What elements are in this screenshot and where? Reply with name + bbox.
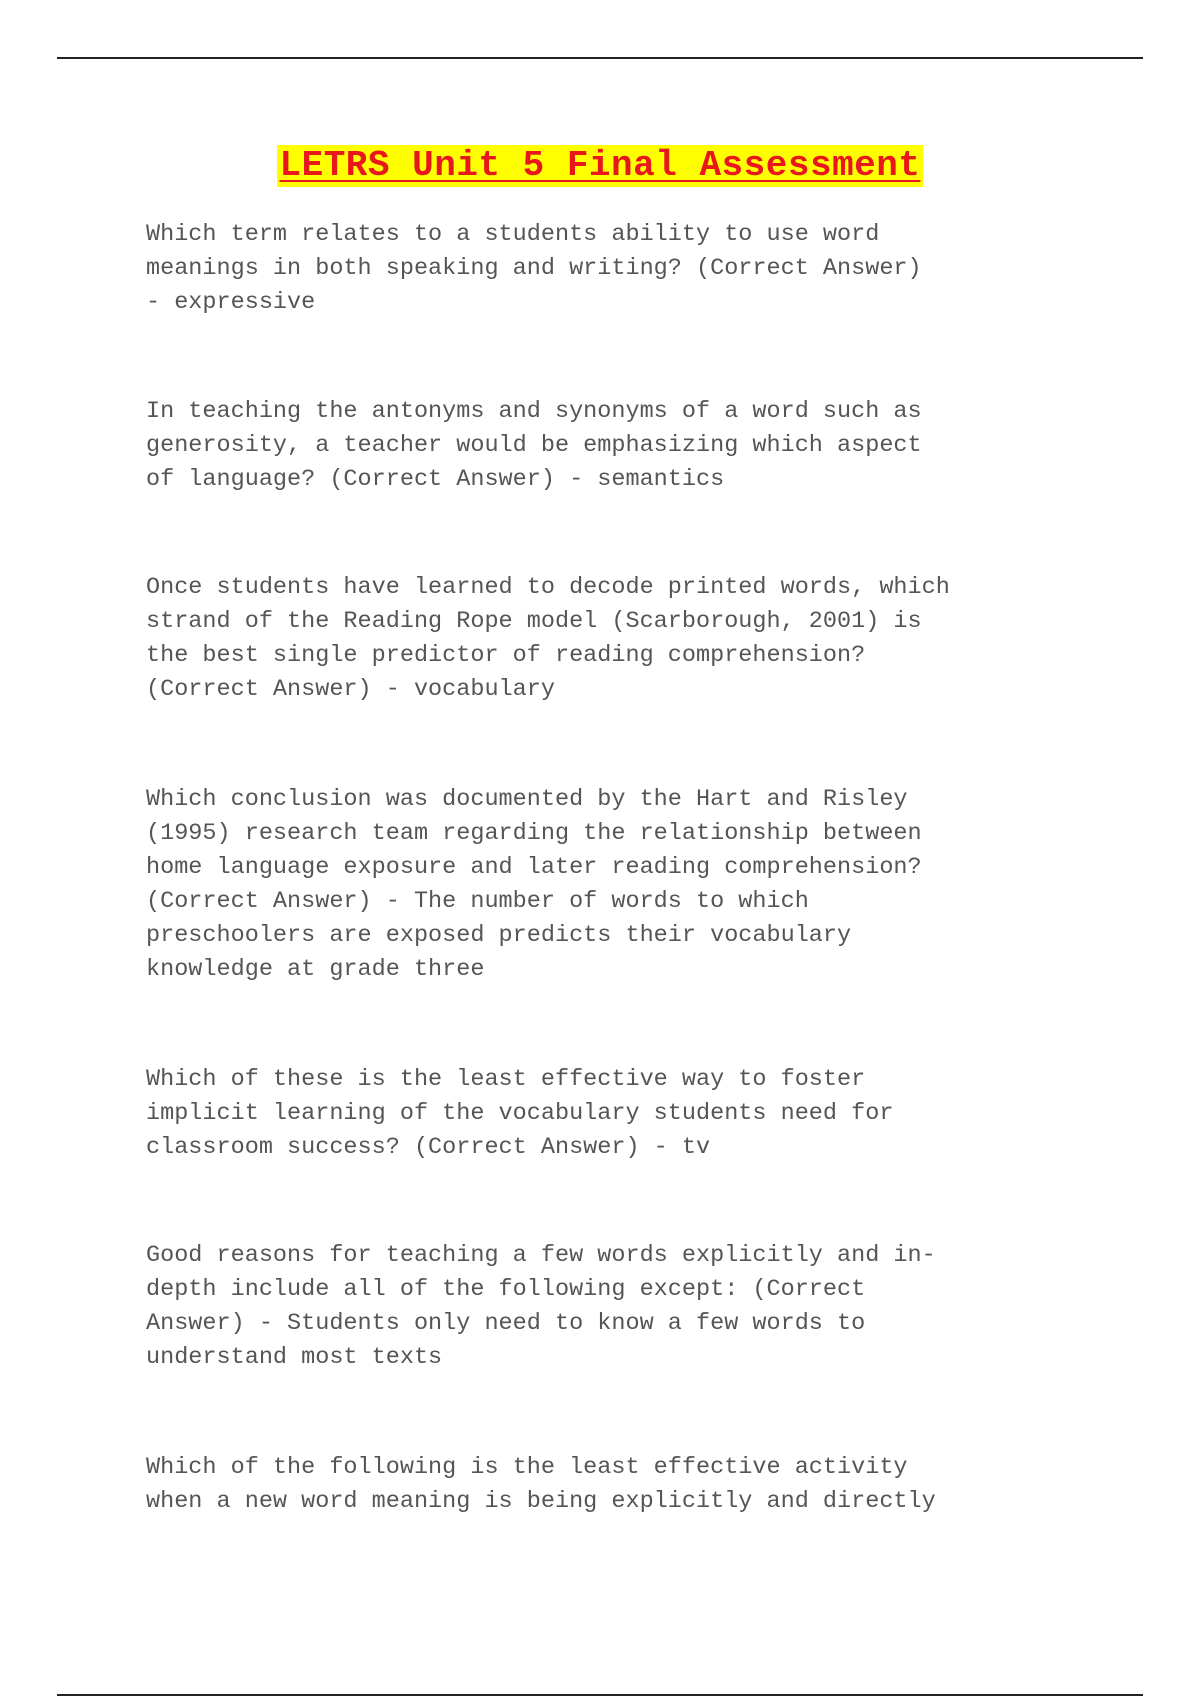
- qa-item-5: Which of these is the least effective way to foster implicit learning of the vocabulary students need for classroom success? (Correct Answer) - tv: [146, 1066, 894, 1161]
- document-title: LETRS Unit 5 Final Assessment: [279, 145, 921, 186]
- qa-item-7: Which of the following is the least effective activity when a new word meaning is being explicitly and directly: [146, 1454, 936, 1515]
- title-container: [0, 145, 1200, 187]
- bottom-rule: [57, 1694, 1143, 1696]
- qa-item-1: Which term relates to a students ability to use word meanings in both speaking and writing? (Correct Answer) - expressive: [146, 221, 922, 316]
- top-rule: [57, 57, 1143, 59]
- qa-item-4: Which conclusion was documented by the Hart and Risley (1995) research team regarding the relationship between home language exposure and later reading comprehension? (Correct Answer) - The number of words to which preschoolers are exposed predicts their vocabulary knowledge at grade three: [146, 786, 922, 983]
- qa-item-2: In teaching the antonyms and synonyms of a word such as generosity, a teacher would be emphasizing which aspect of language? (Correct Answer) - semantics: [146, 398, 922, 493]
- qa-item-6: Good reasons for teaching a few words explicitly and in- depth include all of the following except: (Correct Answer) - Students only need to know a few words to understand most texts: [146, 1242, 936, 1371]
- qa-item-3: Once students have learned to decode printed words, which strand of the Reading Rope model (Scarborough, 2001) is the best single predictor of reading comprehension? (Correct Answer) - vocabulary: [146, 574, 950, 703]
